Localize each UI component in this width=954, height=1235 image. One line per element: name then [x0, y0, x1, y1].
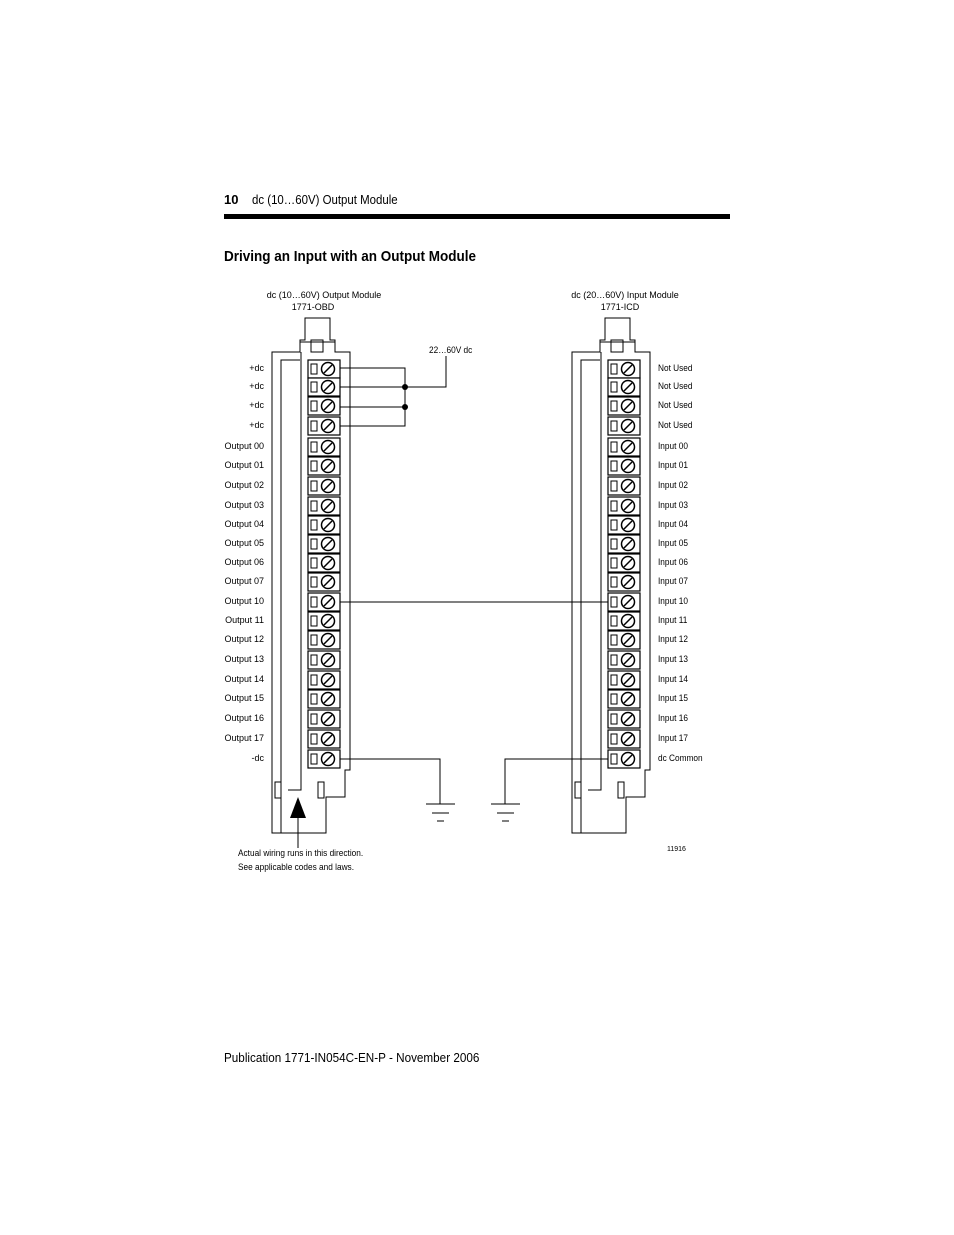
output-terminal-screw: [308, 612, 340, 630]
output-terminal-label: Output 04: [224, 519, 264, 529]
output-terminal-screw: [308, 438, 340, 456]
input-terminal-label: Input 16: [658, 713, 688, 723]
output-terminal-label: Output 14: [224, 674, 264, 684]
output-terminal-label: Output 17: [224, 733, 264, 743]
input-terminal-screw: [608, 573, 640, 591]
output-terminal-screw: [308, 750, 340, 768]
output-terminal-screw: [308, 417, 340, 435]
input-terminal-label: Input 14: [658, 674, 688, 684]
output-terminal-screw: [308, 378, 340, 396]
input-terminal-screw: [608, 360, 640, 378]
input-terminal-screw: [608, 631, 640, 649]
input-module-title: dc (20…60V) Input Module: [571, 290, 679, 300]
input-terminal-label: Input 01: [658, 460, 688, 470]
output-module-catalog: 1771-OBD: [291, 302, 335, 312]
input-terminal-screw: [608, 750, 640, 768]
input-terminal-label: Not Used: [658, 400, 693, 410]
output-terminal-screw: [308, 535, 340, 553]
output-terminal-screw: [308, 651, 340, 669]
output-terminal-screw: [308, 360, 340, 378]
input-terminal-screw: [608, 457, 640, 475]
input-terminal-screw: [608, 497, 640, 515]
input-terminal-label: Input 00: [658, 441, 688, 451]
output-terminal-label: Output 00: [224, 441, 264, 451]
input-module-catalog: 1771-ICD: [600, 302, 640, 312]
input-terminal-label: Input 05: [658, 538, 688, 548]
input-terminal-screw: [608, 710, 640, 728]
output-terminal-label: Output 11: [225, 615, 264, 625]
dc-common-ground-wire: [505, 759, 612, 804]
output-terminal-label: Output 15: [224, 693, 264, 703]
input-terminal-label: dc Common: [658, 753, 703, 763]
input-terminal-label: Input 07: [658, 576, 688, 586]
wiring-note-line2: See applicable codes and laws.: [238, 862, 355, 872]
output-terminal-label: Output 02: [224, 480, 264, 490]
input-terminal-screw: [608, 690, 640, 708]
output-terminal-label: Output 13: [224, 654, 264, 664]
input-terminal-label: Not Used: [658, 420, 693, 430]
output-terminal-label: Output 07: [224, 576, 264, 586]
input-terminal-label: Input 02: [658, 480, 688, 490]
input-terminal-screw: [608, 671, 640, 689]
output-terminal-screw: [308, 397, 340, 415]
output-terminal-label: Output 12: [224, 634, 264, 644]
junction-dot: [402, 384, 408, 390]
output-terminal-label: +dc: [249, 381, 264, 391]
input-terminal-screw: [608, 554, 640, 572]
output-terminal-screw: [308, 497, 340, 515]
junction-dot: [402, 404, 408, 410]
output-terminal-label: +dc: [249, 363, 264, 373]
input-terminal-screw: [608, 378, 640, 396]
input-terminal-screw: [608, 651, 640, 669]
output-terminal-screw: [308, 690, 340, 708]
output-module-title: dc (10…60V) Output Module: [266, 290, 382, 300]
input-terminal-screw: [608, 397, 640, 415]
output-terminal-screw: [308, 554, 340, 572]
input-terminal-screw: [608, 730, 640, 748]
output-terminal-screw: [308, 457, 340, 475]
input-terminal-label: Input 15: [658, 693, 688, 703]
input-terminal-label: Input 12: [658, 634, 688, 644]
input-terminal-label: Input 04: [658, 519, 688, 529]
running-header-title: dc (10…60V) Output Module: [252, 192, 398, 207]
output-terminal-screw: [308, 671, 340, 689]
input-terminal-label: Input 13: [658, 654, 688, 664]
output-terminal-label: Output 03: [224, 500, 264, 510]
output-terminal-screw: [308, 730, 340, 748]
output-terminal-screw: [308, 593, 340, 611]
output-terminal-label: Output 01: [224, 460, 264, 470]
input-terminal-screw: [608, 438, 640, 456]
input-terminal-label: Not Used: [658, 363, 693, 373]
publication-footer: Publication 1771-IN054C-EN-P - November 2006: [224, 1050, 480, 1065]
page-number: 10: [224, 192, 239, 207]
input-terminal-label: Input 03: [658, 500, 688, 510]
wiring-note-line1: Actual wiring runs in this direction.: [238, 848, 364, 858]
output-terminal-screw: [308, 631, 340, 649]
output-terminal-label: +dc: [249, 400, 264, 410]
output-terminal-label: Output 16: [224, 713, 264, 723]
input-terminal-screw: [608, 535, 640, 553]
input-terminal-label: Input 06: [658, 557, 688, 567]
output-terminal-screw: [308, 516, 340, 534]
input-terminal-label: Not Used: [658, 381, 693, 391]
input-terminal-label: Input 11: [658, 615, 688, 625]
output-terminal-label: Output 06: [224, 557, 264, 567]
wiring-direction-arrow: [290, 797, 306, 818]
output-terminal-screw: [308, 710, 340, 728]
output-terminal-label: Output 05: [224, 538, 264, 548]
output-terminal-label: +dc: [249, 420, 264, 430]
input-terminal-screw: [608, 516, 640, 534]
supply-voltage-label: 22…60V dc: [429, 345, 473, 355]
negative-dc-ground-wire: [340, 759, 440, 804]
output-terminal-label: -dc: [251, 753, 264, 763]
input-terminal-screw: [608, 417, 640, 435]
input-terminal-screw: [608, 612, 640, 630]
output-terminal-label: Output 10: [224, 596, 264, 606]
input-terminal-screw: [608, 477, 640, 495]
input-terminal-label: Input 17: [658, 733, 688, 743]
input-terminal-screw: [608, 593, 640, 611]
supply-wire: [340, 356, 446, 387]
section-title: Driving an Input with an Output Module: [224, 248, 476, 265]
input-terminal-label: Input 10: [658, 596, 688, 606]
output-terminal-screw: [308, 477, 340, 495]
output-terminal-screw: [308, 573, 340, 591]
figure-id: 11916: [667, 846, 686, 853]
